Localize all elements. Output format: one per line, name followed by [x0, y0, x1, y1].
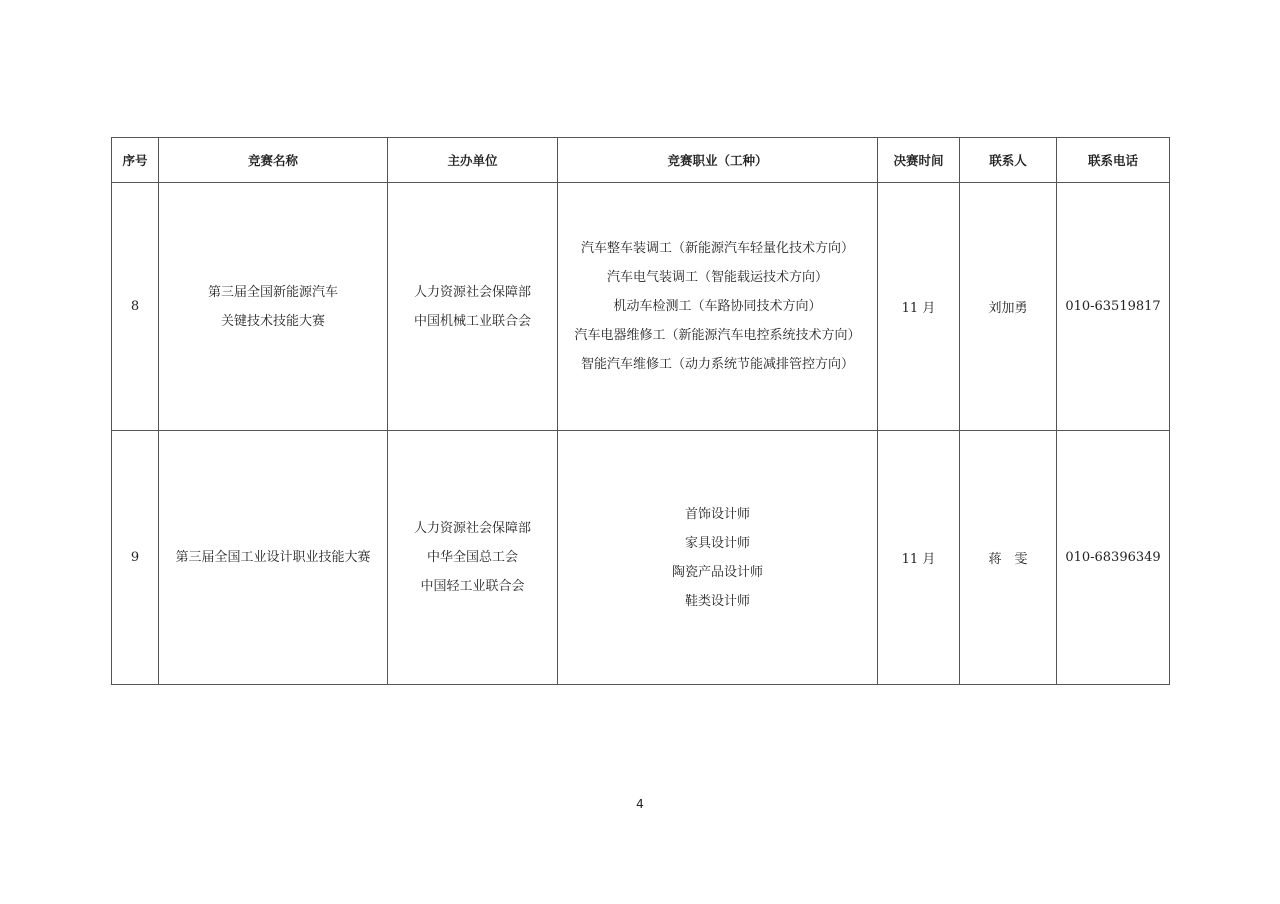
cell-phone: 010-63519817 [1057, 183, 1170, 431]
cell-seq: 9 [112, 431, 159, 685]
table-row [112, 431, 1170, 685]
name-line: 第三届全国工业设计职业技能大赛 [175, 550, 371, 565]
table-row [112, 183, 1170, 431]
cell-host [388, 431, 558, 685]
host-line: 中华全国总工会 [426, 550, 518, 565]
job-line: 家具设计师 [684, 535, 750, 551]
cell-final-time: 11 月 [878, 431, 960, 685]
job-line: 鞋类设计师 [684, 593, 750, 609]
cell-final-time: 11 月 [878, 183, 960, 431]
cell-contact: 蒋 雯 [960, 431, 1057, 685]
competition-table [111, 137, 1170, 685]
cell-seq: 8 [112, 183, 159, 431]
page-number: 4 [636, 797, 644, 811]
job-line: 机动车检测工（车路协同技术方向） [613, 299, 822, 314]
header-phone: 联系电话 [1057, 138, 1170, 183]
host-line: 中国机械工业联合会 [413, 313, 531, 329]
host-line: 中国轻工业联合会 [420, 579, 525, 594]
header-contact: 联系人 [960, 138, 1057, 183]
cell-occupation [558, 183, 878, 431]
job-line: 汽车电器维修工（新能源汽车电控系统技术方向） [574, 328, 861, 343]
job-line: 汽车整车装调工（新能源汽车轻量化技术方向） [580, 241, 854, 256]
cell-phone: 010-68396349 [1057, 431, 1170, 685]
header-host: 主办单位 [388, 138, 558, 183]
cell-competition-name [159, 431, 388, 685]
name-line: 第三届全国新能源汽车 [207, 284, 338, 300]
job-line: 首饰设计师 [684, 506, 750, 522]
table-header-row [112, 138, 1170, 183]
host-line: 人力资源社会保障部 [413, 521, 531, 536]
host-line: 人力资源社会保障部 [413, 284, 531, 300]
cell-occupation [558, 431, 878, 685]
cell-competition-name [159, 183, 388, 431]
job-line: 智能汽车维修工（动力系统节能减排管控方向） [580, 357, 854, 372]
header-occupation: 竞赛职业（工种） [558, 138, 878, 183]
job-line: 陶瓷产品设计师 [671, 564, 763, 580]
cell-host [388, 183, 558, 431]
header-seq: 序号 [112, 138, 159, 183]
header-final-time: 决赛时间 [878, 138, 960, 183]
cell-contact: 刘加勇 [960, 183, 1057, 431]
job-line: 汽车电气装调工（智能载运技术方向） [606, 270, 828, 285]
header-competition-name: 竞赛名称 [159, 138, 388, 183]
name-line: 关键技术技能大赛 [220, 313, 325, 329]
